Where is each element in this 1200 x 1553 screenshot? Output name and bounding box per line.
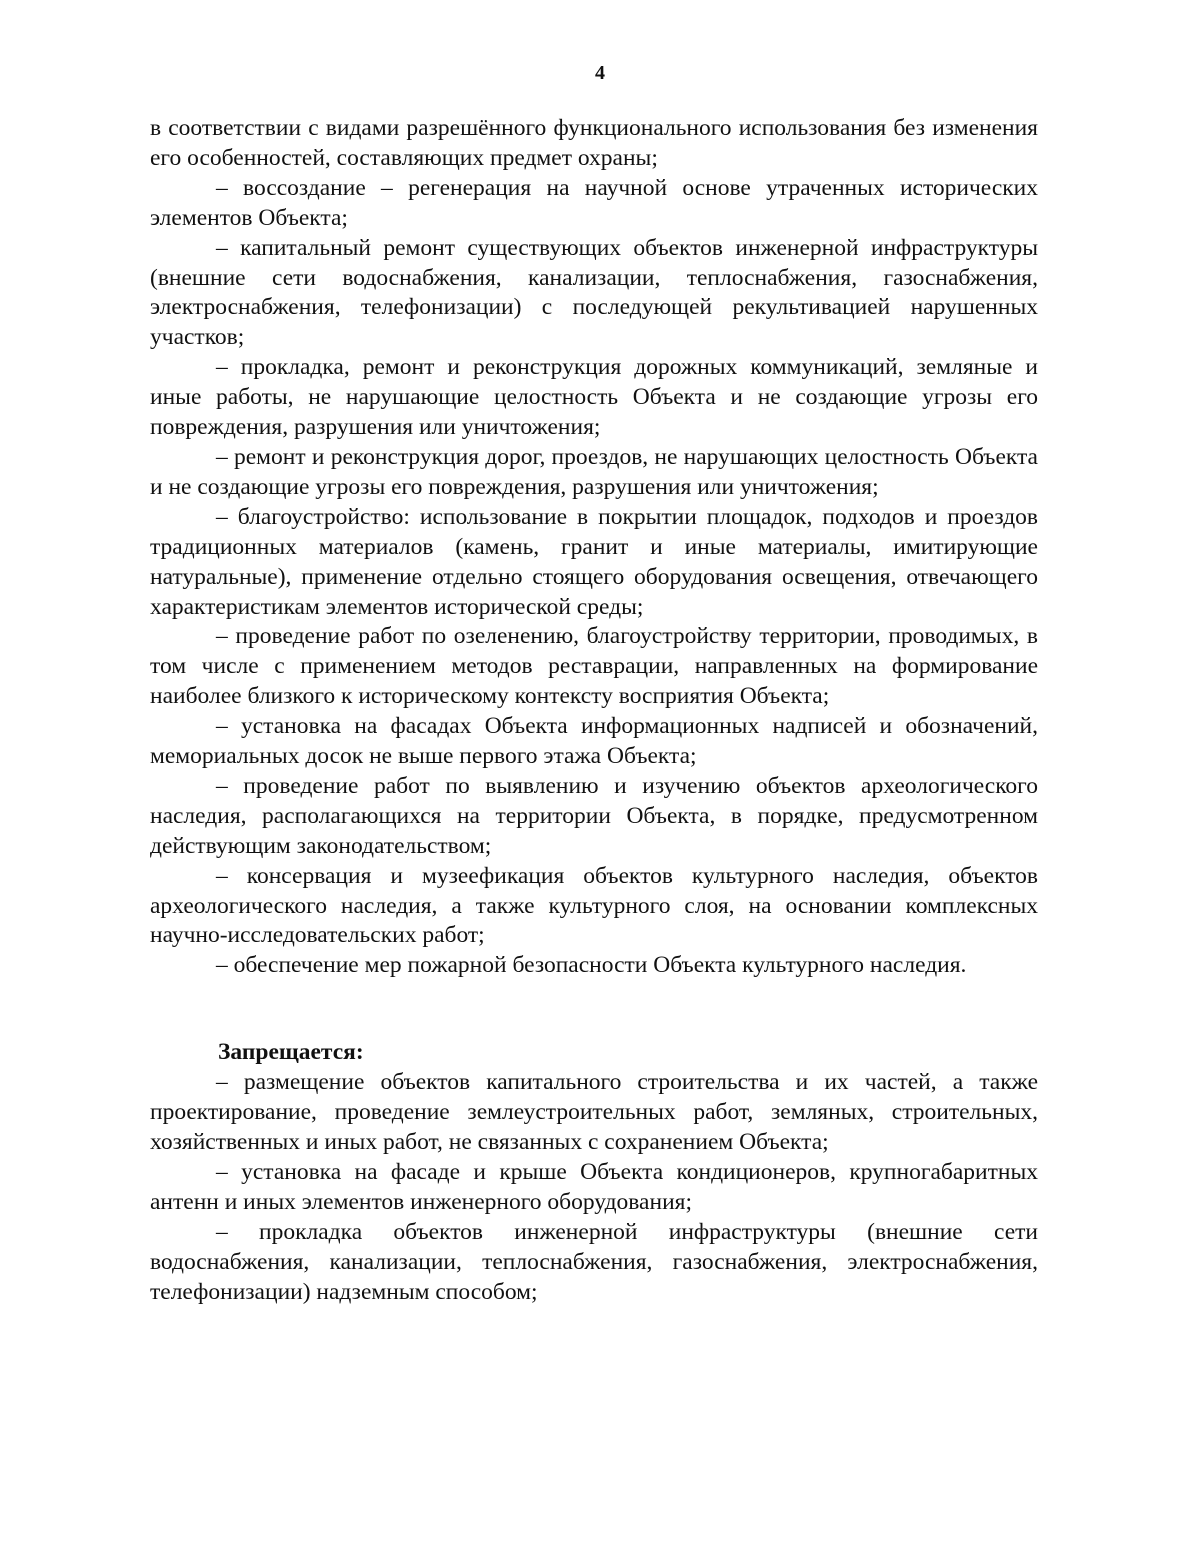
permitted-item: – проведение работ по озеленению, благоустройству территории, проводимых, в том числе с применением методов реставрации, направленных на формирование наиболее близкого к историческому контексту восприятия Объекта; <box>150 623 1038 710</box>
permitted-item: – установка на фасадах Объекта информационных надписей и обозначений, мемориальных досок не выше первого этажа Объекта; <box>150 713 1038 770</box>
permitted-item: – проведение работ по выявлению и изучению объектов археологического наследия, располагающихся на территории Объекта, в порядке, предусмотренном действующим законодательством; <box>150 772 1038 859</box>
prohibited-item: – прокладка объектов инженерной инфраструктуры (внешние сети водоснабжения, канализации, теплоснабжения, газоснабжения, электроснабжения, телефонизации) надземным способом; <box>150 1218 1038 1305</box>
permitted-item: – воссоздание – регенерация на научной основе утраченных исторических элементов Объекта; <box>150 174 1038 231</box>
page-number: 4 <box>595 62 605 84</box>
permitted-item: – консервация и музеефикация объектов культурного наследия, объектов археологического наследия, а также культурного слоя, на основании комплексных научно-исследовательских работ; <box>150 862 1038 949</box>
permitted-item: – ремонт и реконструкция дорог, проездов, не нарушающих целостность Объекта и не создающие угрозы его повреждения, разрушения или уничтожения; <box>150 443 1038 500</box>
permitted-item: – благоустройство: использование в покрытии площадок, подходов и проездов традиционных материалов (камень, гранит и иные материалы, имитирующие натуральные), применение отдельно стоящего оборудования освещения, отвечающего характеристикам элементов исторической среды; <box>150 503 1038 620</box>
prohibited-item: – размещение объектов капитального строительства и их частей, а также проектирование, проведение землеустроительных работ, земляных, строительных, хозяйственных и иных работ, не связанных с сохранением Объекта; <box>150 1069 1038 1155</box>
prohibited-heading: Запрещается: <box>218 1039 364 1066</box>
permitted-item: – обеспечение мер пожарной безопасности Объекта культурного наследия. <box>216 952 967 979</box>
permitted-item-continuation: в соответствии с видами разрешённого функционального использования без изменения его особенностей, составляющих предмет охраны; <box>150 115 1038 171</box>
prohibited-item: – установка на фасаде и крыше Объекта кондиционеров, крупногабаритных антенн и иных элементов инженерного оборудования; <box>150 1158 1038 1215</box>
permitted-item: – капитальный ремонт существующих объектов инженерной инфраструктуры (внешние сети водоснабжения, канализации, теплоснабжения, газоснабжения, электроснабжения, телефонизации) с последующей рекультивацией нарушенных участков; <box>150 234 1038 351</box>
permitted-item: – прокладка, ремонт и реконструкция дорожных коммуникаций, земляные и иные работы, не нарушающие целостность Объекта и не создающие угрозы его повреждения, разрушения или уничтожения; <box>150 354 1038 441</box>
document-body <box>150 114 1038 1307</box>
